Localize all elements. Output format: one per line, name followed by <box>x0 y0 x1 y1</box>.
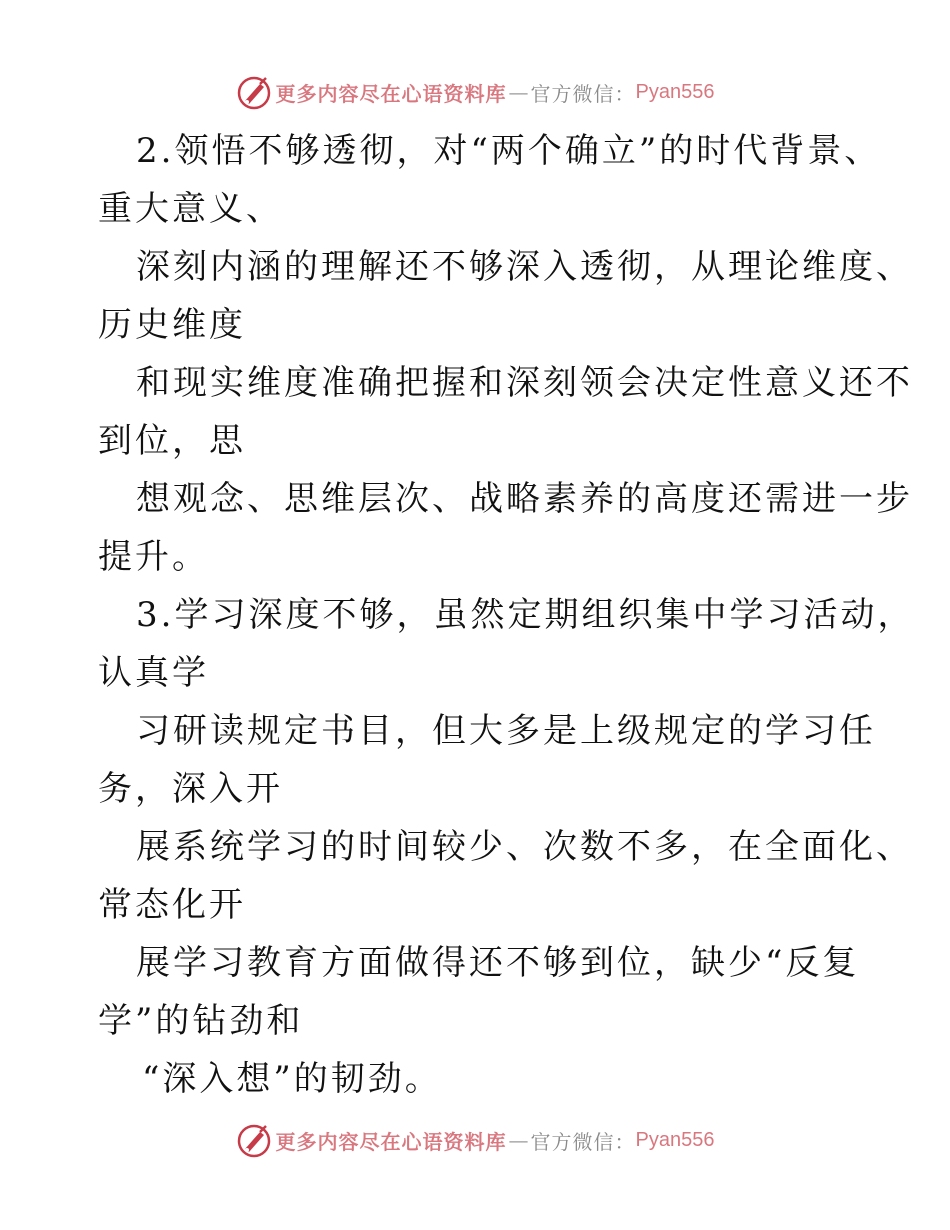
pen-logo-icon <box>236 74 272 110</box>
watermark-wechat-label: 官方微信： <box>530 81 636 106</box>
watermark-main-text: 更多内容尽在心语资料库 <box>275 81 507 106</box>
paragraph-line: 3.学习深度不够，虽然定期组织集中学习活动， <box>136 595 915 635</box>
paragraph-line: 习研读规定书目，但大多是上级规定的学习任 <box>136 711 876 751</box>
watermark-wechat-label: 官方微信： <box>530 1129 636 1154</box>
watermark-wechat-id: Pyan556 <box>635 1128 715 1151</box>
paragraph-line: 展系统学习的时间较少、次数不多，在全面化、 <box>136 827 913 867</box>
paragraph-continuation: 认真学 <box>98 653 209 693</box>
watermark-main-text: 更多内容尽在心语资料库 <box>275 1129 507 1154</box>
paragraph-continuation: 到位，思 <box>98 421 246 461</box>
footer-watermark <box>0 1118 950 1162</box>
paragraph-line: 深刻内涵的理解还不够深入透彻，从理论维度、 <box>136 247 913 287</box>
paragraph-line: 和现实维度准确把握和深刻领会决定性意义还不 <box>136 363 913 403</box>
watermark-dash: — <box>508 80 529 104</box>
paragraph-continuation: 学”的钻劲和 <box>98 1001 304 1041</box>
header-watermark <box>0 70 950 114</box>
paragraph-continuation: 常态化开 <box>98 885 246 925</box>
paragraph-continuation: 务，深入开 <box>98 769 283 809</box>
watermark-dash: — <box>508 1128 529 1152</box>
paragraph-continuation: 提升。 <box>98 537 209 577</box>
paragraph-line: “深入想”的韧劲。 <box>142 1059 442 1099</box>
paragraph-line: 2.领悟不够透彻，对“两个确立”的时代背景、 <box>136 131 882 171</box>
paragraph-line: 展学习教育方面做得还不够到位，缺少“反复 <box>136 943 860 983</box>
paragraph-continuation: 重大意义、 <box>98 189 283 229</box>
watermark-wechat-id: Pyan556 <box>635 80 715 103</box>
paragraph-line: 想观念、思维层次、战略素养的高度还需进一步 <box>136 479 913 519</box>
pen-logo-icon <box>236 1122 272 1158</box>
document-body <box>98 122 915 1108</box>
paragraph-continuation: 历史维度 <box>98 305 246 345</box>
